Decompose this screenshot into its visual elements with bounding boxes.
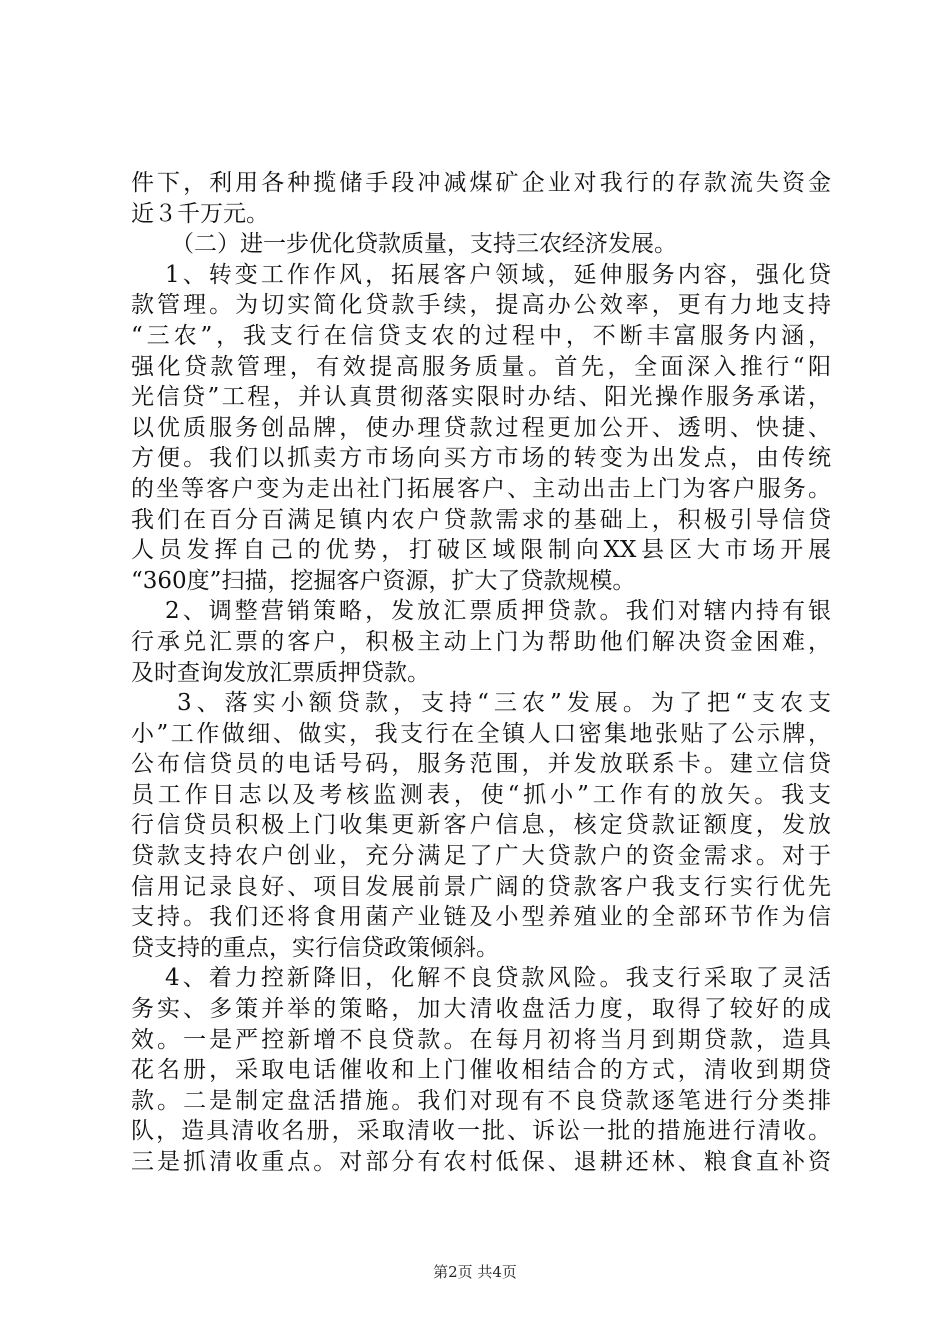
text-line: 的坐等客户变为走出社门拓展客户、主动出击上门为客户服务。 (131, 475, 831, 502)
text-line: 2、调整营销策略，发放汇票质押贷款。我们对辖内持有银 (165, 598, 831, 625)
text-line: 以优质服务创品牌，使办理贷款过程更加公开、透明、快捷、 (131, 414, 831, 441)
text-line: 件下，利用各种揽储手段冲减煤矿企业对我行的存款流失资金 (131, 170, 831, 196)
text-line: 强化贷款管理，有效提高服务质量。首先，全面深入推行“阳 (131, 353, 831, 380)
text-line: 1、转变工作作风，拓展客户领域，延伸服务内容，强化贷 (165, 261, 831, 288)
text-line: 公布信贷员的电话号码，服务范围，并发放联系卡。建立信贷 (131, 751, 831, 778)
text-line: 花名册，采取电话催收和上门催收相结合的方式，清收到期贷 (131, 1057, 831, 1084)
text-line: “360度”扫描，挖掘客户资源，扩大了贷款规模。 (131, 567, 636, 594)
text-line: “三农”，我支行在信贷支农的过程中，不断丰富服务内涵， (131, 322, 831, 349)
text-line: 我们在百分百满足镇内农户贷款需求的基础上，积极引导信贷 (131, 506, 831, 533)
text-line: 光信贷”工程，并认真贯彻落实限时办结、阳光操作服务承诺， (131, 384, 831, 411)
document-body (131, 168, 831, 1178)
page-number-footer: 第2页 共4页 (433, 1263, 517, 1281)
text-line: 员工作日志以及考核监测表，使“抓小”工作有的放矢。我支 (131, 781, 831, 808)
text-line: 方便。我们以抓卖方市场向买方市场的转变为出发点，由传统 (131, 445, 831, 472)
text-line: 及时查询发放汇票质押贷款。 (131, 659, 430, 686)
text-line: 贷支持的重点，实行信贷政策倾斜。 (131, 934, 499, 961)
text-line: 3、落实小额贷款，支持“三农”发展。为了把“支农支 (177, 690, 831, 717)
text-line: 款管理。为切实简化贷款手续，提高办公效率，更有力地支持 (131, 292, 831, 319)
text-line: 队，造具清收名册，采取清收一批、诉讼一批的措施进行清收。 (131, 1118, 831, 1145)
text-line: 行承兑汇票的客户，积极主动上门为帮助他们解决资金困难， (131, 628, 831, 655)
text-line: 三是抓清收重点。对部分有农村低保、退耕还林、粮食直补资 (131, 1149, 831, 1175)
text-line: 贷款支持农户创业，充分满足了广大贷款户的资金需求。对于 (131, 843, 831, 870)
text-line: 近３千万元。 (131, 200, 269, 227)
section-subheading: （二）进一步优化贷款质量，支持三农经济发展。 (171, 231, 677, 258)
text-line: 务实、多策并举的策略，加大清收盘活力度，取得了较好的成 (131, 996, 831, 1023)
text-line: 人员发挥自己的优势，打破区域限制向XX县区大市场开展 (131, 537, 831, 564)
text-line: 支持。我们还将食用菌产业链及小型养殖业的全部环节作为信 (131, 904, 831, 931)
text-line: 行信贷员积极上门收集更新客户信息，核定贷款证额度，发放 (131, 812, 831, 839)
text-line: 款。二是制定盘活措施。我们对现有不良贷款逐笔进行分类排 (131, 1087, 831, 1114)
text-line: 小”工作做细、做实，我支行在全镇人口密集地张贴了公示牌， (131, 720, 831, 747)
text-line: 信用记录良好、项目发展前景广阔的贷款客户我支行实行优先 (131, 873, 831, 900)
text-line: 效。一是严控新增不良贷款。在每月初将当月到期贷款，造具 (131, 1026, 831, 1053)
text-line: 4、着力控新降旧，化解不良贷款风险。我支行采取了灵活 (165, 965, 831, 992)
